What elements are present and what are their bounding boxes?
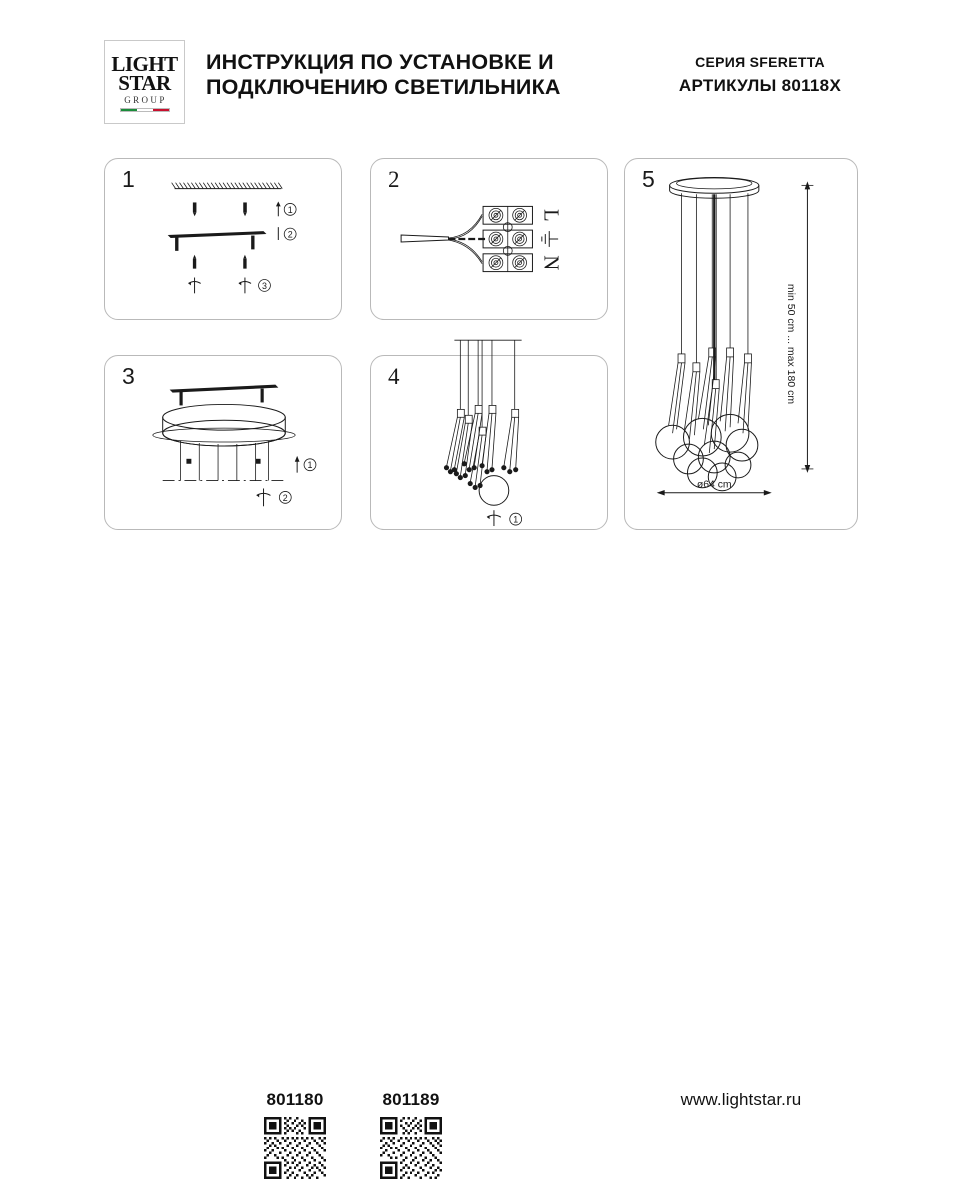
dowel-right <box>243 202 247 216</box>
glass-globe <box>479 476 509 506</box>
product-code-label-1: 801180 <box>266 1090 324 1109</box>
callout-1-marker <box>510 513 522 525</box>
logo-word-group: GROUP <box>124 94 167 105</box>
diagram-terminal-wiring <box>371 159 607 319</box>
screwdriver-symbol-left <box>188 278 200 294</box>
mounting-bar-top <box>170 385 279 406</box>
height-label: min 50 cm ... max 180 cm <box>785 283 798 405</box>
footer <box>0 540 960 1109</box>
step-number-1: 1 <box>122 166 135 192</box>
height-dimension <box>801 181 813 472</box>
step-panel-3 <box>104 355 342 530</box>
logo-word-star: STAR <box>118 70 171 95</box>
step-number-3: 3 <box>122 363 135 389</box>
step-panel-5 <box>624 158 858 530</box>
page-title <box>206 50 606 100</box>
product-code-label-2: 801189 <box>382 1090 440 1109</box>
diameter-dimension <box>657 490 772 496</box>
lightstar-logo <box>104 40 185 124</box>
step-panel-2 <box>370 158 608 320</box>
cable-clip-right <box>256 459 261 464</box>
series-info <box>610 54 910 97</box>
terminal-label-earth <box>542 231 558 247</box>
title-line-2: ПОДКЛЮЧЕНИЮ СВЕТИЛЬНИКА <box>206 75 561 99</box>
callout-3-marker <box>259 279 271 291</box>
product-code-block-1 <box>252 1090 338 1184</box>
diagram-globe-installation <box>371 356 607 529</box>
website-url[interactable]: www.lightstar.ru <box>680 1090 802 1109</box>
supply-cable <box>401 214 488 263</box>
diagram-finished-fixture <box>625 159 857 529</box>
svg-text:2: 2 <box>282 492 288 503</box>
cable-clip-left <box>186 459 191 464</box>
pendant-cables <box>180 441 268 481</box>
svg-text:1: 1 <box>307 460 313 471</box>
screw-left <box>193 255 196 269</box>
screwdriver-symbol <box>487 510 501 526</box>
terminal-label-N: N <box>539 255 562 271</box>
step-number-5: 5 <box>642 166 655 192</box>
terminal-label-L: L <box>539 208 562 222</box>
screw-right <box>243 255 246 269</box>
step-number-2: 2 <box>388 167 400 192</box>
svg-text:1: 1 <box>513 514 519 525</box>
dowel-left <box>193 202 197 216</box>
qr-code-801189 <box>380 1117 442 1179</box>
step-number-4: 4 <box>388 364 400 389</box>
svg-text:2: 2 <box>287 229 293 240</box>
callout-1-marker <box>295 456 316 473</box>
series-name: СЕРИЯ SFERETTA <box>695 54 825 70</box>
svg-text:1: 1 <box>287 204 293 215</box>
article-numbers: АРТИКУЛЫ 80118X <box>678 76 842 95</box>
step-panel-1 <box>104 158 342 320</box>
qr-code-801180 <box>264 1117 326 1179</box>
title-line-1: ИНСТРУКЦИЯ ПО УСТАНОВКЕ И <box>206 50 554 74</box>
canopy-body <box>153 404 295 446</box>
svg-text:3: 3 <box>262 280 267 291</box>
cone-holders <box>669 357 752 453</box>
product-code-block-2 <box>368 1090 454 1184</box>
callout-1-marker <box>276 201 296 216</box>
callout-2-marker <box>278 227 296 240</box>
italian-flag-icon <box>120 108 170 112</box>
logo-word-light: LIGHT <box>111 51 178 76</box>
diameter-label: ø64 cm <box>696 479 732 491</box>
header <box>0 0 960 140</box>
diagram-canopy-attachment <box>105 356 341 529</box>
screwdriver-symbol-right <box>239 278 251 294</box>
diagram-ceiling-bracket <box>105 159 341 319</box>
step-panel-4 <box>370 355 608 530</box>
callout-2-marker <box>279 491 291 503</box>
mounting-bar <box>168 231 267 251</box>
screwdriver-symbol <box>257 488 271 506</box>
